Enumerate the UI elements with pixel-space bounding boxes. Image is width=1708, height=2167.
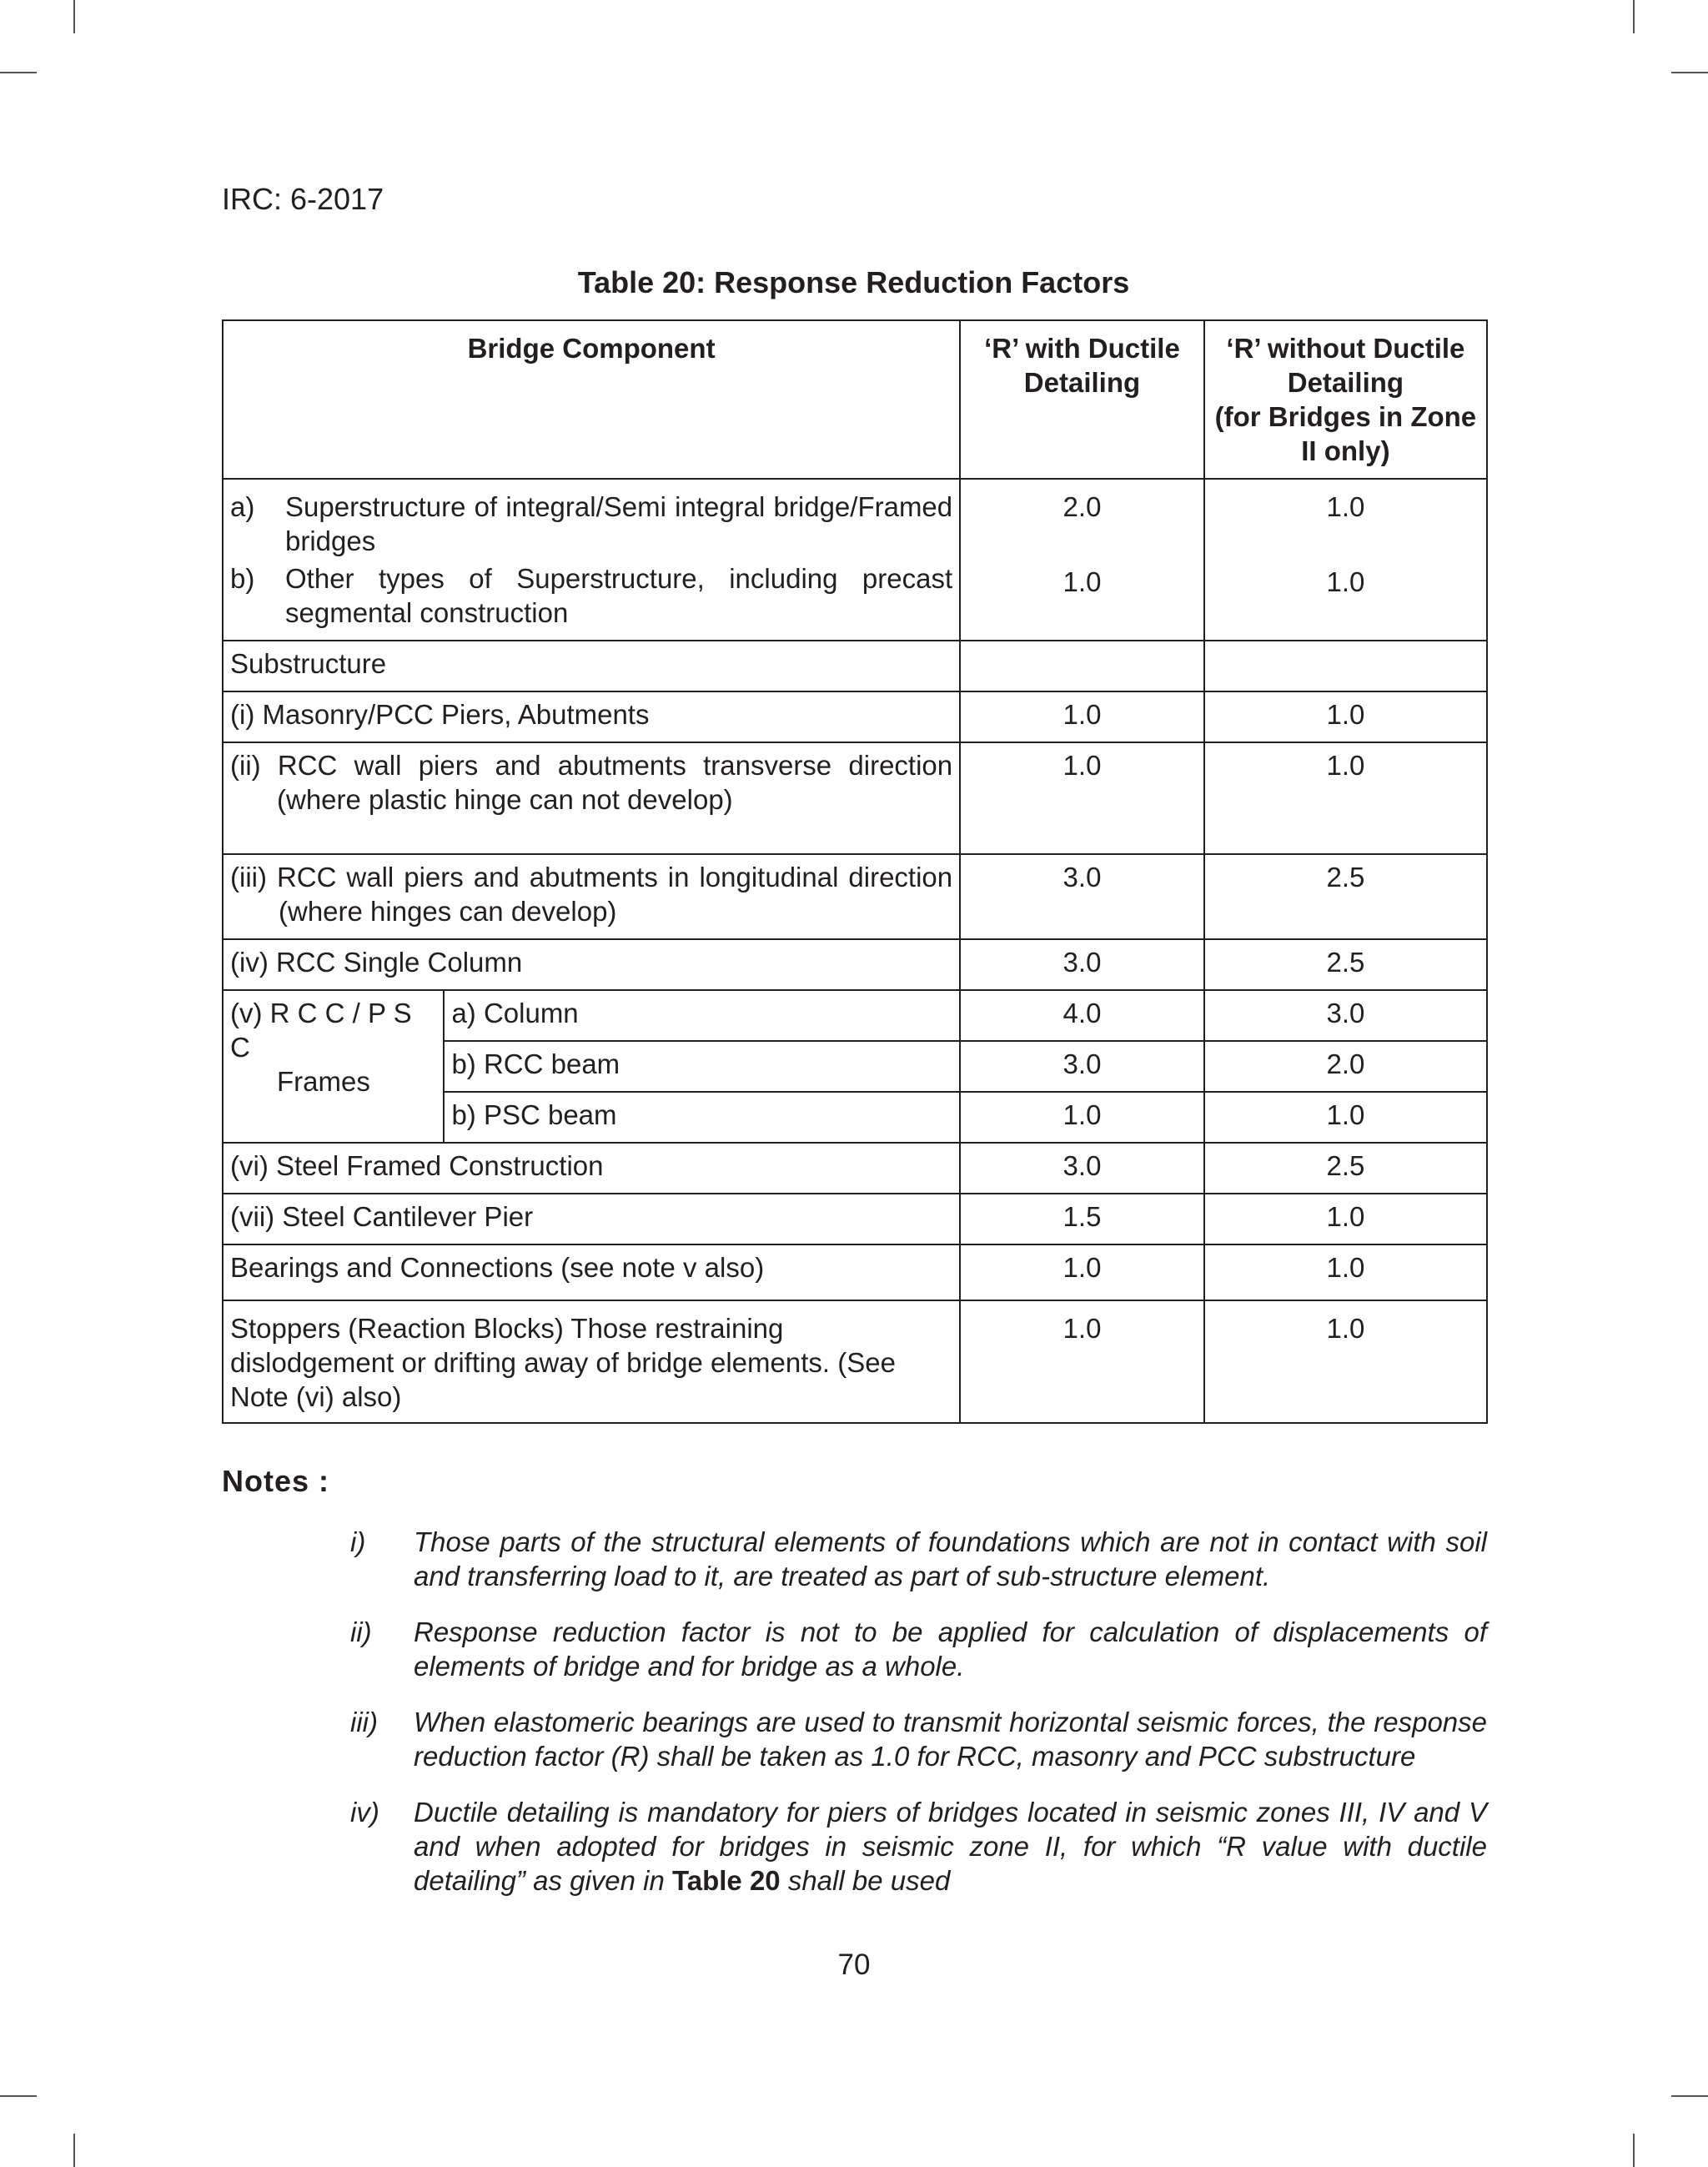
value-cell: 1.0 [1204, 1194, 1487, 1244]
column-header-without-ductile: ‘R’ without Ductile Detailing (for Bridges in Zone II only) [1204, 320, 1487, 479]
note-label: ii) [350, 1616, 372, 1647]
note-item [350, 1795, 1487, 1898]
row-label: b) PSC beam [444, 1092, 960, 1143]
value-cell: 1.0 [1204, 742, 1487, 854]
note-text: When elastomeric bearings are used to transmit horizontal seismic forces, the response reduction factor (R) shall be taken as 1.0 for RCC, masonry and PCC substructure [414, 1707, 1487, 1772]
note-label: i) [350, 1526, 366, 1557]
row-label: (i) Masonry/PCC Piers, Abutments [223, 691, 960, 742]
value-cell: 1.0 [960, 742, 1204, 854]
crop-mark [1633, 0, 1635, 33]
list-item: b) Other types of Superstructure, including precast segmental construction [230, 563, 953, 628]
crop-mark [73, 0, 75, 33]
column-header-component: Bridge Component [223, 320, 960, 479]
table-row [223, 1143, 1487, 1194]
value-cell: 1.0 [1204, 1092, 1487, 1143]
value-cell: 2.5 [1204, 1143, 1487, 1194]
value-cell: 1.0 [1204, 1244, 1487, 1300]
list-item: a) Superstructure of integral/Semi integral bridge/Framed bridges [230, 491, 953, 556]
value-cell: 1.0 [960, 1092, 1204, 1143]
note-text: Those parts of the structural elements of foundations which are not in contact with soil and transferring load to it, are treated as part of sub-structure element. [414, 1526, 1487, 1591]
superstructure-cell [223, 479, 960, 641]
row-label: a) Column [444, 990, 960, 1041]
value-cell [1204, 641, 1487, 691]
response-reduction-table [222, 319, 1488, 1424]
row-label: (vii) Steel Cantilever Pier [223, 1194, 960, 1244]
notes-list [350, 1525, 1487, 1919]
value-cell: 3.0 [960, 1041, 1204, 1092]
value-cell: 3.0 [960, 939, 1204, 990]
row-label: Stoppers (Reaction Blocks) Those restraining dislodgement or drifting away of bridge elements. (See Note (vi) also) [223, 1300, 960, 1423]
value-cell: 2.5 [1204, 939, 1487, 990]
table-row [223, 691, 1487, 742]
crop-mark [0, 2095, 37, 2097]
table-row [223, 854, 1487, 939]
row-label: (iv) RCC Single Column [223, 939, 960, 990]
table-row [223, 479, 1487, 641]
table-row [223, 1300, 1487, 1423]
note-item [350, 1705, 1487, 1773]
frames-label: (v) R C C / P S C Frames [223, 990, 444, 1143]
value-cell: 1.0 [960, 691, 1204, 742]
value-cell: 1.0 [1204, 1300, 1487, 1423]
row-label: Substructure [223, 641, 960, 691]
row-label: (ii) RCC wall piers and abutments transverse direction (where plastic hinge can not develop) [223, 742, 960, 854]
value-cell: 4.0 [960, 990, 1204, 1041]
crop-mark [0, 72, 37, 73]
row-label: Bearings and Connections (see note v also) [223, 1244, 960, 1300]
note-label: iv) [350, 1797, 379, 1828]
table-row [223, 939, 1487, 990]
crop-mark [1671, 72, 1708, 73]
row-label: (iii) RCC wall piers and abutments in longitudinal direction (where hinges can develop) [223, 854, 960, 939]
value-cell: 3.0 [1204, 990, 1487, 1041]
row-label: b) RCC beam [444, 1041, 960, 1092]
note-item [350, 1615, 1487, 1683]
note-item [350, 1525, 1487, 1593]
value-cell: 1.0 [1204, 691, 1487, 742]
table-row [223, 641, 1487, 691]
table-row [223, 742, 1487, 854]
table-row [223, 990, 1487, 1041]
notes-heading: Notes : [222, 1464, 330, 1498]
crop-mark [1671, 2095, 1708, 2097]
value-cell: 1.5 [960, 1194, 1204, 1244]
note-text: Response reduction factor is not to be applied for calculation of displacements of elements of bridge and for bridge as a whole. [414, 1616, 1487, 1682]
table-reference: Table 20 [672, 1865, 781, 1896]
crop-mark [73, 2134, 75, 2167]
value-cell: 3.0 [960, 1143, 1204, 1194]
crop-mark [1633, 2134, 1635, 2167]
value-cell: 3.0 [960, 854, 1204, 939]
value-cell: 2.0 [1204, 1041, 1487, 1092]
value-cell: 2.5 [1204, 854, 1487, 939]
column-header-with-ductile: ‘R’ with Ductile Detailing [960, 320, 1204, 479]
note-text: Ductile detailing is mandatory for piers of bridges located in seismic zones III, IV and V and when adopted for bridges in seismic zone II, for which “R value with ductile detailing” as given in Table 20 shall be used [414, 1797, 1487, 1896]
value-cell: 1.0 1.0 [1204, 479, 1487, 641]
table-header-row [223, 320, 1487, 479]
page-number: 70 [837, 1948, 871, 1981]
document-code: IRC: 6-2017 [222, 182, 384, 216]
value-cell [960, 641, 1204, 691]
row-label: (vi) Steel Framed Construction [223, 1143, 960, 1194]
value-cell: 1.0 [960, 1300, 1204, 1423]
table-row [223, 1244, 1487, 1300]
note-label: iii) [350, 1707, 378, 1737]
table-row [223, 1194, 1487, 1244]
value-cell: 2.0 1.0 [960, 479, 1204, 641]
value-cell: 1.0 [960, 1244, 1204, 1300]
table-title: Table 20: Response Reduction Factors [577, 265, 1130, 299]
